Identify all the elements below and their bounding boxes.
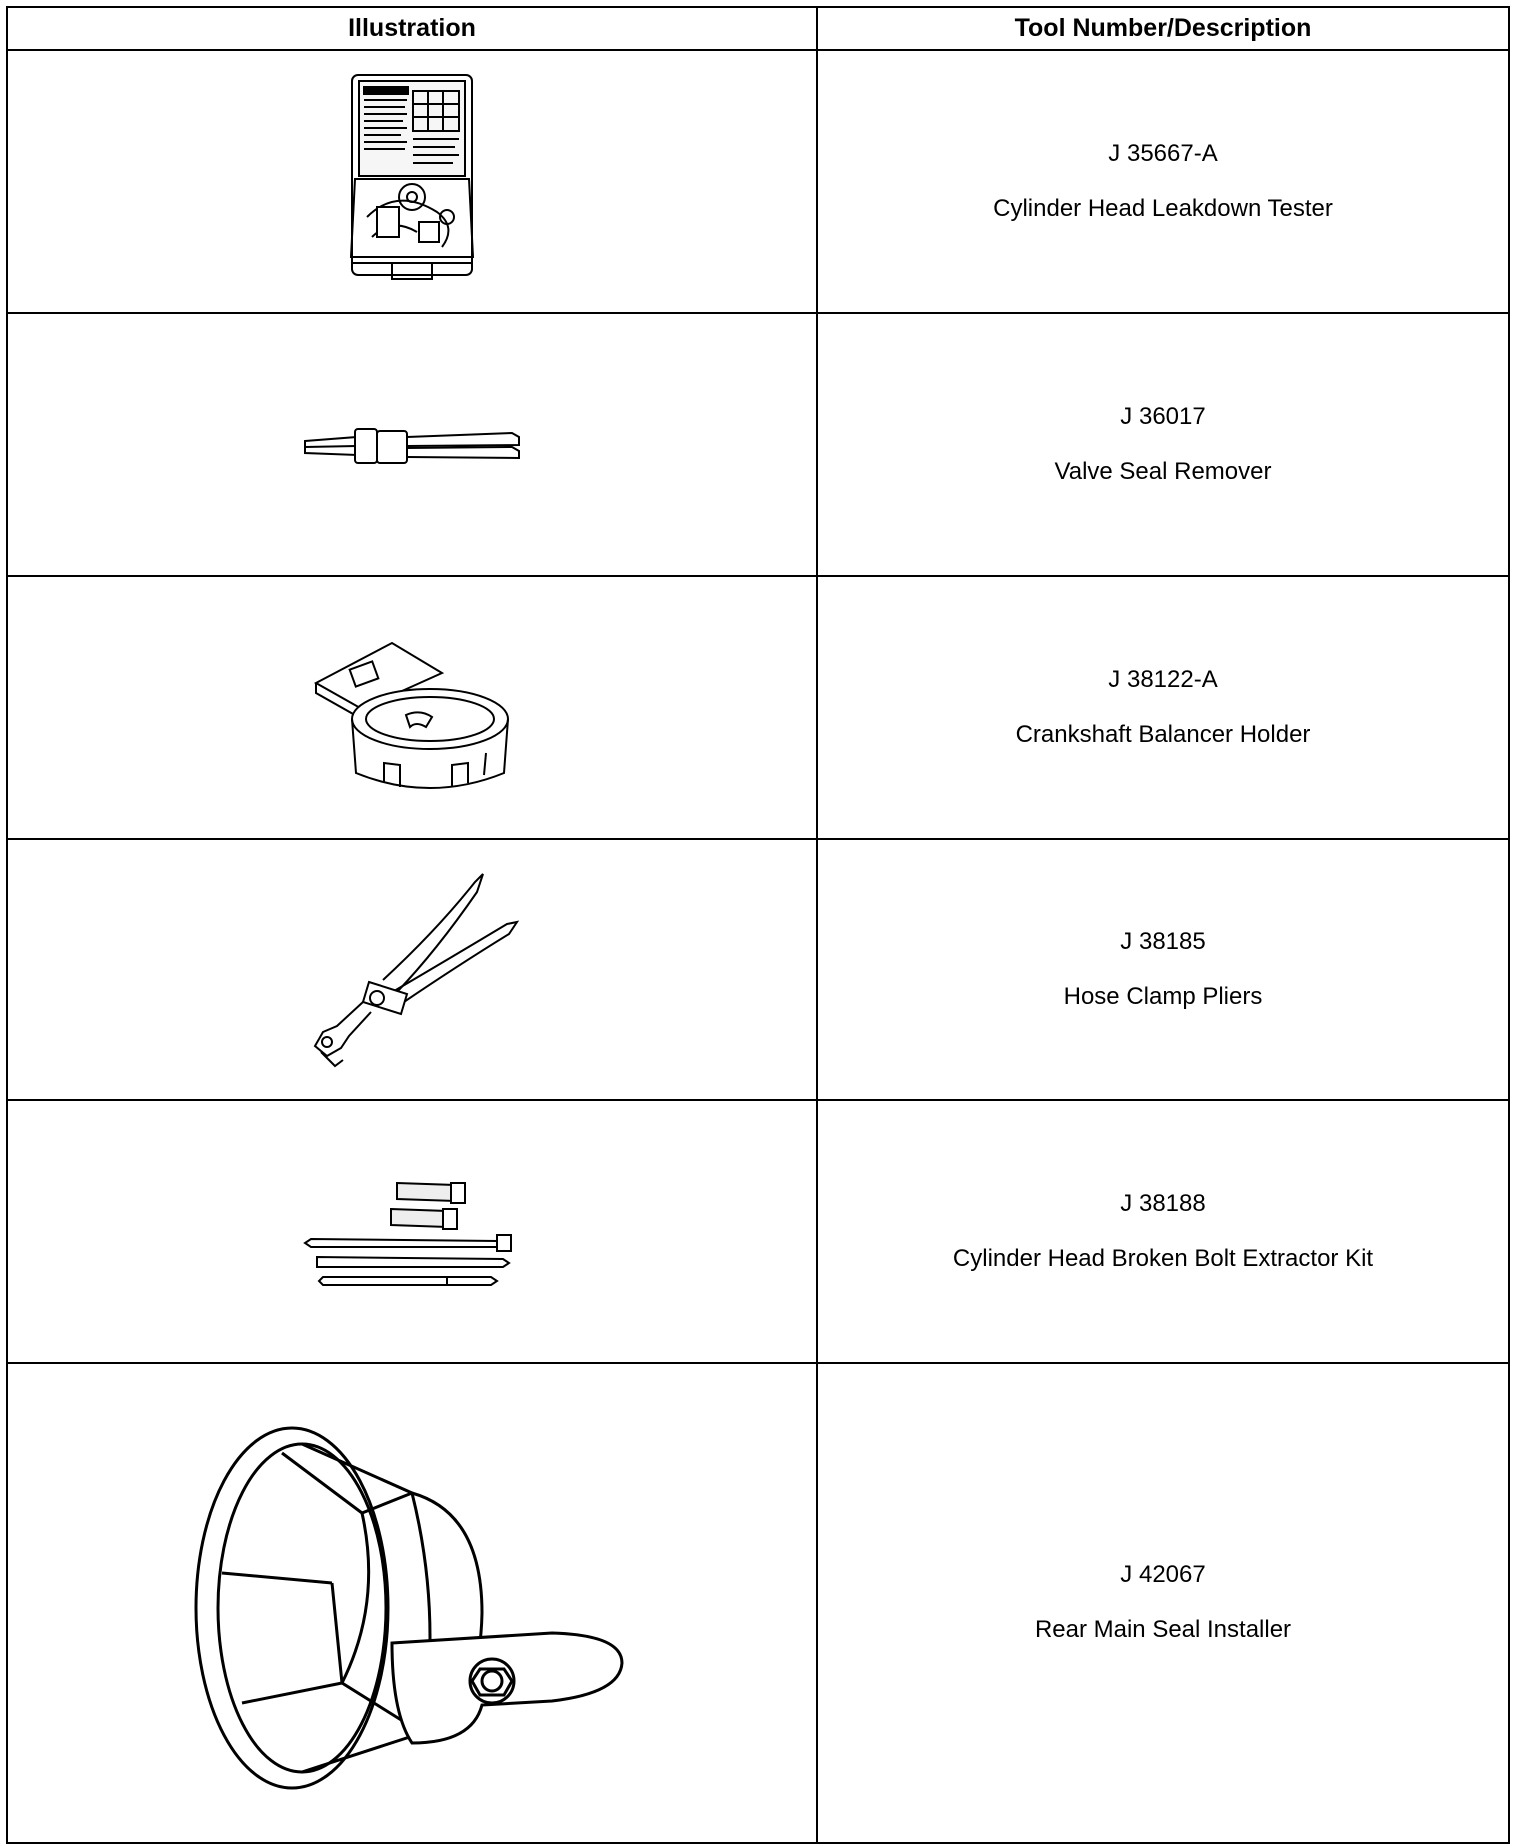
table-row xyxy=(7,576,1509,839)
tools-table xyxy=(6,6,1510,1844)
tool-number: J 35667-A xyxy=(1108,139,1218,167)
leakdown-tester-case-icon xyxy=(337,67,487,297)
table-header-row xyxy=(7,7,1509,50)
tool-description: Cylinder Head Broken Bolt Extractor Kit xyxy=(952,1244,1374,1272)
table-row xyxy=(7,1100,1509,1363)
tool-description-cell xyxy=(817,1100,1509,1363)
tool-description-cell xyxy=(817,50,1509,313)
tool-description-cell xyxy=(817,1363,1509,1843)
tool-number: J 38122-A xyxy=(1108,665,1218,693)
illustration-cell xyxy=(7,839,817,1100)
bolt-extractor-kit-icon xyxy=(297,1177,527,1287)
illustration-cell xyxy=(7,313,817,576)
tool-description: Cylinder Head Leakdown Tester xyxy=(993,194,1333,222)
tool-description-cell xyxy=(817,839,1509,1100)
tool-number: J 36017 xyxy=(1120,402,1206,430)
illustration-cell xyxy=(7,50,817,313)
balancer-holder-icon xyxy=(302,623,522,793)
tool-description-cell xyxy=(817,313,1509,576)
illustration-cell xyxy=(7,1100,817,1363)
table-row xyxy=(7,839,1509,1100)
hose-clamp-pliers-icon xyxy=(297,870,527,1070)
tool-number: J 38188 xyxy=(1120,1189,1206,1217)
tool-description: Hose Clamp Pliers xyxy=(1063,982,1263,1010)
rear-main-seal-installer-icon xyxy=(182,1413,642,1793)
table-row xyxy=(7,50,1509,313)
table-row xyxy=(7,1363,1509,1843)
tool-description: Valve Seal Remover xyxy=(1054,457,1272,485)
illustration-header: Illustration xyxy=(7,7,817,50)
illustration-cell xyxy=(7,576,817,839)
tool-number: J 38185 xyxy=(1120,927,1206,955)
tool-description: Rear Main Seal Installer xyxy=(1034,1616,1292,1643)
tool-description: Crankshaft Balancer Holder xyxy=(1015,720,1311,748)
illustration-cell xyxy=(7,1363,817,1843)
tool-number: J 42067 xyxy=(1120,1561,1206,1589)
tool-description-cell xyxy=(817,576,1509,839)
valve-seal-remover-icon xyxy=(297,415,527,475)
table-row xyxy=(7,313,1509,576)
tool-header: Tool Number/Description xyxy=(817,7,1509,50)
